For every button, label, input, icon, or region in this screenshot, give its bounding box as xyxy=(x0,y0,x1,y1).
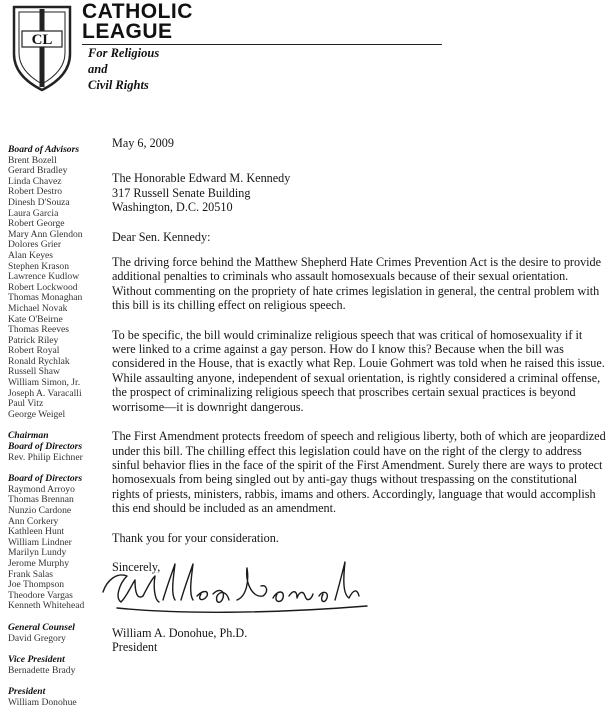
sidebar-member-name: Marilyn Lundy xyxy=(8,547,67,559)
tagline-line3: Civil Rights xyxy=(88,78,149,92)
sidebar-member-name: Thomas Reeves xyxy=(8,324,70,336)
vice-president-group xyxy=(8,655,108,676)
board-of-advisors-heading: Board of Advisors xyxy=(8,144,80,155)
logo-monogram: CL xyxy=(31,32,53,48)
signer-name: William A. Donohue, Ph.D. xyxy=(112,625,248,640)
general-counsel-heading: General Counsel xyxy=(8,621,75,633)
sidebar-member-name: William Simon, Jr. xyxy=(8,377,81,389)
salutation: Dear Sen. Kennedy: xyxy=(112,229,211,244)
org-name-line2: LEAGUE xyxy=(82,20,173,43)
sidebar-member-name: Michael Novak xyxy=(8,302,68,314)
organization-name xyxy=(82,2,193,42)
handwritten-signature xyxy=(97,550,377,620)
sidebar-member-name: Paul Vitz xyxy=(8,398,44,410)
sidebar-member-name: Thomas Brennan xyxy=(8,494,74,506)
sidebar-member-name: Lawrence Kudlow xyxy=(8,271,80,283)
sidebar-member-name: Jerome Murphy xyxy=(8,557,70,569)
catholic-league-shield-logo xyxy=(10,4,74,92)
sidebar-member-name: Joseph A. Varacalli xyxy=(8,387,82,399)
president-group xyxy=(8,687,108,708)
body-paragraph: The First Amendment protects freedom of speech and religious liberty, both of which are jeopardized under this bill. The chilling effect this legislation could have on the right of the clergy to address sinful behavior flies in the face of the spirit of the First Amendment. Surely there are ways to protect homosexuals from being singled out by anti-gay thugs without trespassing on the constitutional rights of priests, ministers, rabbis, imams and others. Accordingly, language that would accomplish this end should be included as an amendment. xyxy=(112,429,606,516)
vice-president-list xyxy=(8,666,108,677)
board-of-directors-group xyxy=(8,474,108,612)
chairman-heading: Chairman xyxy=(8,430,49,442)
sidebar-member-name: Dolores Grier xyxy=(8,239,62,251)
sidebar-member-name: Raymond Arroyo xyxy=(8,483,75,495)
sidebar-member-name: Theodore Vargas xyxy=(8,589,73,601)
address-line: Washington, D.C. 20510 xyxy=(112,200,233,215)
signer-title: President xyxy=(112,639,158,654)
sidebar-member-name: Robert Royal xyxy=(8,345,60,357)
sidebar-member-name: Thomas Monaghan xyxy=(8,292,83,304)
sidebar-member-name: Mary Ann Glendon xyxy=(8,228,83,240)
sidebar-member-name: Kate O'Beirne xyxy=(8,313,63,325)
president-list xyxy=(8,698,108,709)
president-heading: President xyxy=(8,686,46,698)
letter-body xyxy=(112,136,607,655)
sidebar-member-name: Kenneth Whitehead xyxy=(8,600,85,612)
sidebar-member-name: Brent Bozell xyxy=(8,154,57,166)
vice-president-heading: Vice President xyxy=(8,654,65,666)
chairman-heading-sub: Board of Directors xyxy=(8,441,83,453)
board-of-advisors-list xyxy=(8,156,108,421)
general-counsel-group xyxy=(8,623,108,644)
recipient-address xyxy=(112,171,607,214)
sidebar-member-name: William Lindner xyxy=(8,536,72,548)
sidebar-member-name: Dinesh D'Souza xyxy=(8,196,70,208)
body-paragraph: The driving force behind the Matthew Shepherd Hate Crimes Prevention Act is the desire to provide additional penalties to criminals who assault homosexuals because of their sexual orientation. Without commenting on the propriety of hate crimes legislation in general, the central problem with this bill is its chilling effect on religious speech. xyxy=(112,255,602,313)
tagline-line2: and xyxy=(88,62,108,76)
chairman-list xyxy=(8,453,108,464)
sidebar-member-name: Russell Shaw xyxy=(8,366,60,378)
sidebar-member-name: Laura Garcia xyxy=(8,207,59,219)
address-line: 317 Russell Senate Building xyxy=(112,185,251,200)
sidebar-member-name: David Gregory xyxy=(8,632,66,644)
sidebar-member-name: George Weigel xyxy=(8,408,66,420)
leadership-sidebar xyxy=(8,145,108,720)
general-counsel-list xyxy=(8,634,108,645)
letter-date: May 6, 2009 xyxy=(112,136,174,150)
body-paragraph: To be specific, the bill would criminalize religious speech that was critical of homosexuality if it were linked to a crime against a gay person. How do I know this? Because when the bill was considered in the House, that is exactly what Rep. Louie Gohmert was told when he raised this issue. While assaulting anyone, independent of sexual orientation, is rightly considered a criminal offense, the prospect of criminalizing religious speech that proscribes certain sexual practices is beyond worrisome—it is downright dangerous. xyxy=(112,327,605,414)
sidebar-member-name: Rev. Philip Eichner xyxy=(8,451,83,463)
sidebar-member-name: Ann Corkery xyxy=(8,515,59,527)
signoff-block xyxy=(112,560,607,655)
valediction: Sincerely, xyxy=(112,559,161,574)
sidebar-member-name: Nunzio Cardone xyxy=(8,505,72,516)
address-line: The Honorable Edward M. Kennedy xyxy=(112,171,291,186)
sidebar-member-name: Gerard Bradley xyxy=(8,165,68,177)
sidebar-member-name: Robert Destro xyxy=(8,186,63,198)
board-of-directors-heading: Board of Directors xyxy=(8,473,83,485)
sidebar-member-name: Alan Keyes xyxy=(8,249,54,261)
sidebar-member-name: Frank Salas xyxy=(8,568,54,580)
sidebar-member-name: Stephen Krason xyxy=(8,260,70,272)
sidebar-member-name: Robert George xyxy=(8,218,65,230)
closing-line: Thank you for your consideration. xyxy=(112,530,279,545)
chairman-group xyxy=(8,431,108,463)
sidebar-member-name: William Donohue xyxy=(8,696,77,708)
tagline-line1: For Religious xyxy=(88,46,160,60)
organization-tagline xyxy=(88,45,159,93)
board-of-advisors-group xyxy=(8,145,108,420)
sidebar-member-name: Bernadette Brady xyxy=(8,664,76,676)
sidebar-member-name: Robert Lockwood xyxy=(8,281,78,293)
sidebar-member-name: Kathleen Hunt xyxy=(8,526,65,538)
sidebar-member-name: Linda Chavez xyxy=(8,175,62,187)
org-name-line1: CATHOLIC xyxy=(82,0,193,23)
board-of-directors-list xyxy=(8,485,108,612)
sidebar-member-name: Patrick Riley xyxy=(8,334,59,346)
sidebar-member-name: Ronald Rychlak xyxy=(8,355,70,367)
sidebar-member-name: Joe Thompson xyxy=(8,579,65,591)
